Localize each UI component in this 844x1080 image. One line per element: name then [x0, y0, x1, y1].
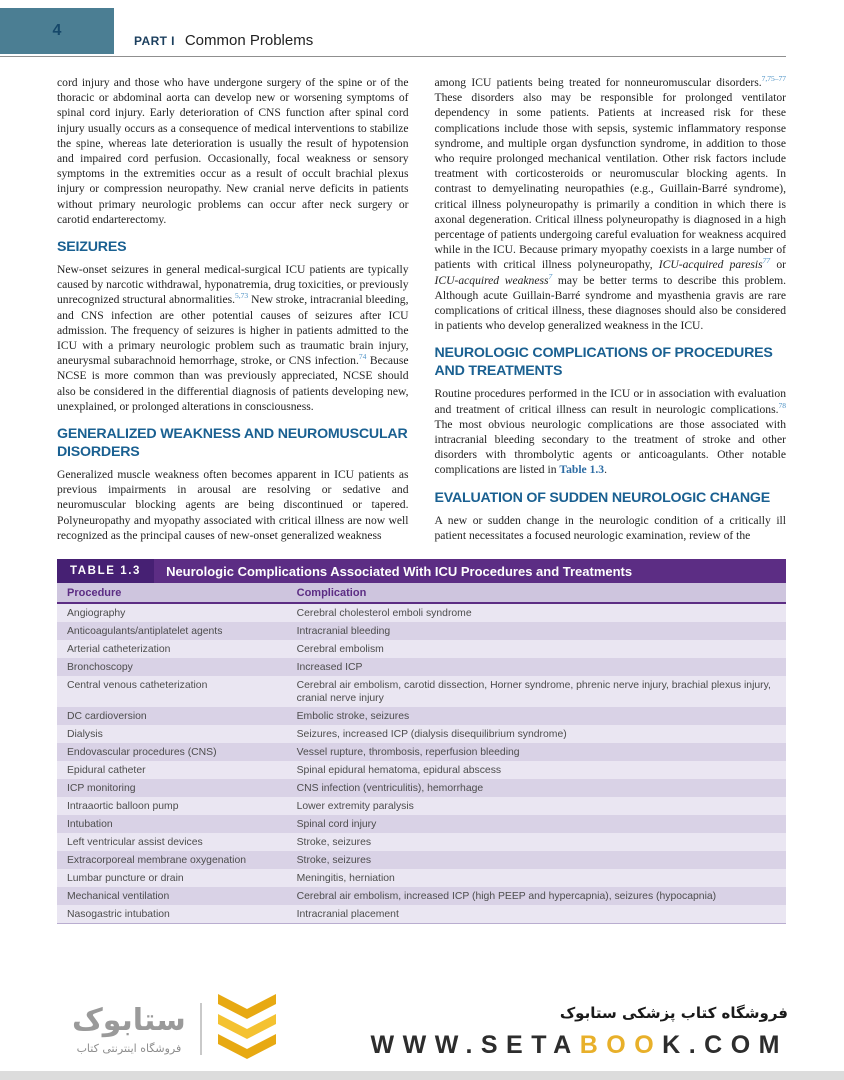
- table-label: TABLE 1.3: [57, 559, 154, 583]
- table-row: [57, 640, 786, 658]
- table-row: [57, 905, 786, 924]
- procedure-cell: Lumbar puncture or drain: [67, 872, 184, 884]
- table-header-row: [57, 583, 786, 603]
- complication-cell: Embolic stroke, seizures: [296, 710, 410, 722]
- complication-cell: Lower extremity paralysis: [296, 800, 414, 812]
- table-row: [57, 797, 786, 815]
- complication-cell: Meningitis, herniation: [296, 872, 395, 884]
- table-row: [57, 743, 786, 761]
- table-row: [57, 779, 786, 797]
- complication-cell: Cerebral cholesterol emboli syndrome: [296, 607, 472, 619]
- logo-subtitle: فروشگاه اینترنتی کتاب: [76, 1041, 182, 1055]
- url-segment: K.COM: [662, 1031, 788, 1059]
- table-row: [57, 833, 786, 851]
- page-number: 4: [52, 22, 62, 39]
- body-paragraph: A new or sudden change in the neurologic condition of a critically ill patient necessitates a focused neurologic examination, review of the: [434, 513, 786, 542]
- body-paragraph: among ICU patients being treated for nonneuromuscular disorders.$^{7,75-77}$ These disorders also may be responsible for prolonged ventilator dependency in some patients. Patients at increased risk for these complications include those with sepsis, systemic inflammatory response syndrome, and multiple organ dysfunction syndrome, in addition to those who require prolonged mechanical ventilation. Other risk factors include treatment with corticosteroids or neuromuscular blocking agents. In contrast to demyelinating neuropathies (e.g., Guillain-Barré syndrome), critical illness polyneuropathy is primarily a condition in which there is axonal degeneration. Critical illness polyneuropathy is diagnosed in a high percentage of patients undergoing careful evaluation for weakness acquired while in the ICU. Because primary myopathy coexists in a large number of patients with critical illness polyneuropathy, ICU-acquired paresis$^{77}$ or ICU-acquired weakness$^7$ may be better terms to describe this problem. Although acute Guillain-Barré syndrome and myasthenia gravis are rare complications of critical illness, these diagnoses should also be considered in patients who develop generalized weakness in the ICU.: [434, 74, 787, 333]
- body-paragraph: cord injury and those who have undergone surgery of the spine or of the thoracic or abdominal aorta can develop new or worsening symptoms of spinal cord injury. Early deterioration of CNS function after spinal cord injury usually occurs as a consequence of medical interventions to stabilize the spine, whereas late deterioration is usually the result of hypotension and impaired cord perfusion. Occasionally, focal weakness or sensory symptoms in the extremities occur as a result of occult brachial plexus injury or compression neuropathy. New cranial nerve deficits in patients without primary neurologic problems can occur after neck surgery or carotid endarterectomy.: [57, 76, 409, 226]
- procedure-cell: Angiography: [67, 607, 126, 619]
- url-segment: WWW.SETA: [370, 1031, 580, 1059]
- table-row: [57, 622, 786, 640]
- part-title: Common Problems: [184, 32, 314, 49]
- complication-cell: Spinal cord injury: [296, 818, 377, 830]
- procedure-column-header: Procedure: [57, 583, 287, 603]
- procedure-cell: Intraaortic balloon pump: [67, 800, 179, 812]
- section-heading: GENERALIZED WEAKNESS AND NEUROMUSCULAR DISORDERS: [57, 426, 408, 461]
- logo-divider: [200, 1003, 202, 1055]
- left-column: [57, 75, 409, 546]
- logo-text: [72, 1004, 186, 1055]
- complication-cell: Intracranial placement: [287, 905, 786, 924]
- complication-cell: Cerebral air embolism, increased ICP (high PEEP and hypercapnia), seizures (hypocapnia): [296, 890, 717, 902]
- setabook-logo: [72, 994, 278, 1064]
- table-row: [57, 815, 786, 833]
- bottom-strip: [0, 1071, 844, 1080]
- complication-cell: Intracranial bleeding: [296, 625, 391, 637]
- complication-cell: Stroke, seizures: [296, 836, 372, 848]
- store-name-persian: فروشگاه کتاب پزشکی ستابوک: [559, 1004, 788, 1022]
- complication-cell: Spinal epidural hematoma, epidural abscess: [296, 764, 502, 776]
- running-head: [134, 32, 313, 49]
- procedure-cell: Bronchoscopy: [67, 661, 133, 673]
- url-gold-segment: BOO: [579, 1031, 663, 1059]
- section-heading: EVALUATION OF SUDDEN NEUROLOGIC CHANGE: [434, 489, 771, 506]
- body-paragraph: Generalized muscle weakness often becomes apparent in ICU patients as previous impairments in arousal are resolving or sedative and neuromuscular blocking agents are being discontinued or tapered. Polyneuropathy and myopathy associated with critical illness are now well recognized as the principal causes of new-onset generalized weakness: [57, 468, 409, 542]
- table-row: [57, 707, 786, 725]
- procedure-cell: Endovascular procedures (CNS): [67, 746, 217, 758]
- part-label: PART I: [134, 34, 175, 48]
- table-row: [57, 725, 786, 743]
- chevron-logo-icon: [216, 994, 278, 1064]
- body-paragraph: New-onset seizures in general medical-surgical ICU patients are typically caused by narcotic withdrawal, hyponatremia, drug toxicities, or previously unrecognized structural abnormalities.$^{5,73}$ New stroke, intracranial bleeding, and CNS infection are other potential causes of seizures after ICU admission. The frequency of seizures is higher in patients admitted to the ICU with a primary neurologic problem such as traumatic brain injury, aneurysmal subarachnoid hemorrhage, stroke, or CNS infection.$^{74}$ Because NCSE is more common than was previously appreciated, NCSE should also be considered in the differential diagnosis of patients developing new, unexplained, or prolonged alterations in consciousness.: [57, 263, 409, 413]
- procedure-cell: Nasogastric intubation: [57, 905, 287, 924]
- complication-cell: Seizures, increased ICP (dialysis disequilibrium syndrome): [296, 728, 567, 740]
- section-heading: SEIZURES: [57, 239, 127, 256]
- table-row: [57, 761, 786, 779]
- procedure-cell: Arterial catheterization: [67, 643, 171, 655]
- table-row: [57, 851, 786, 869]
- complication-cell: CNS infection (ventriculitis), hemorrhage: [296, 782, 484, 794]
- footer-right: [371, 1004, 788, 1060]
- complication-column-header: Complication: [287, 583, 786, 603]
- complication-cell: Stroke, seizures: [296, 854, 372, 866]
- table-row: [57, 676, 786, 707]
- complication-cell: Increased ICP: [296, 661, 363, 673]
- table-1-3: [57, 559, 786, 924]
- procedure-cell: Intubation: [67, 818, 113, 830]
- procedure-cell: Dialysis: [67, 728, 103, 740]
- page-header: [0, 0, 844, 56]
- procedure-cell: ICP monitoring: [67, 782, 136, 794]
- table-row: [57, 603, 786, 622]
- table-title-bar: [57, 559, 786, 583]
- procedure-cell: Mechanical ventilation: [67, 890, 170, 902]
- website-url: [371, 1031, 788, 1060]
- procedure-cell: Extracorporeal membrane oxygenation: [67, 854, 247, 866]
- complication-cell: Vessel rupture, thrombosis, reperfusion bleeding: [296, 746, 520, 758]
- page-footer: [0, 994, 844, 1070]
- table-title: Neurologic Complications Associated With ICU Procedures and Treatments: [166, 563, 633, 579]
- complications-table: [57, 583, 786, 924]
- procedure-cell: Central venous catheterization: [67, 679, 208, 691]
- procedure-cell: Epidural catheter: [67, 764, 146, 776]
- complication-cell: Cerebral air embolism, carotid dissection, Horner syndrome, phrenic nerve injury, brachial plexus injury, cranial nerve injury: [296, 679, 771, 704]
- procedure-cell: Anticoagulants/antiplatelet agents: [67, 625, 223, 637]
- section-heading: NEUROLOGIC COMPLICATIONS OF PROCEDURES AND TREATMENTS: [434, 345, 773, 380]
- right-column: [435, 75, 787, 546]
- procedure-cell: DC cardioversion: [67, 710, 147, 722]
- body-paragraph: Routine procedures performed in the ICU or in association with evaluation and treatment of critical illness can result in neurologic complications.$^{78}$ The most obvious neurologic complications are those associated with intracranial bleeding secondary to the treatment of stroke and other disorders with thrombolytic agents or anticoagulants. Other notable complications are listed in Table 1.3.: [434, 387, 786, 477]
- table-row: [57, 887, 786, 905]
- folio-tab: [0, 8, 114, 54]
- body-columns: [0, 57, 844, 546]
- table-row: [57, 658, 786, 676]
- logo-wordmark: ستابوک: [72, 1002, 186, 1038]
- complication-cell: Cerebral embolism: [296, 643, 384, 655]
- table-row: [57, 869, 786, 887]
- procedure-cell: Left ventricular assist devices: [67, 836, 203, 848]
